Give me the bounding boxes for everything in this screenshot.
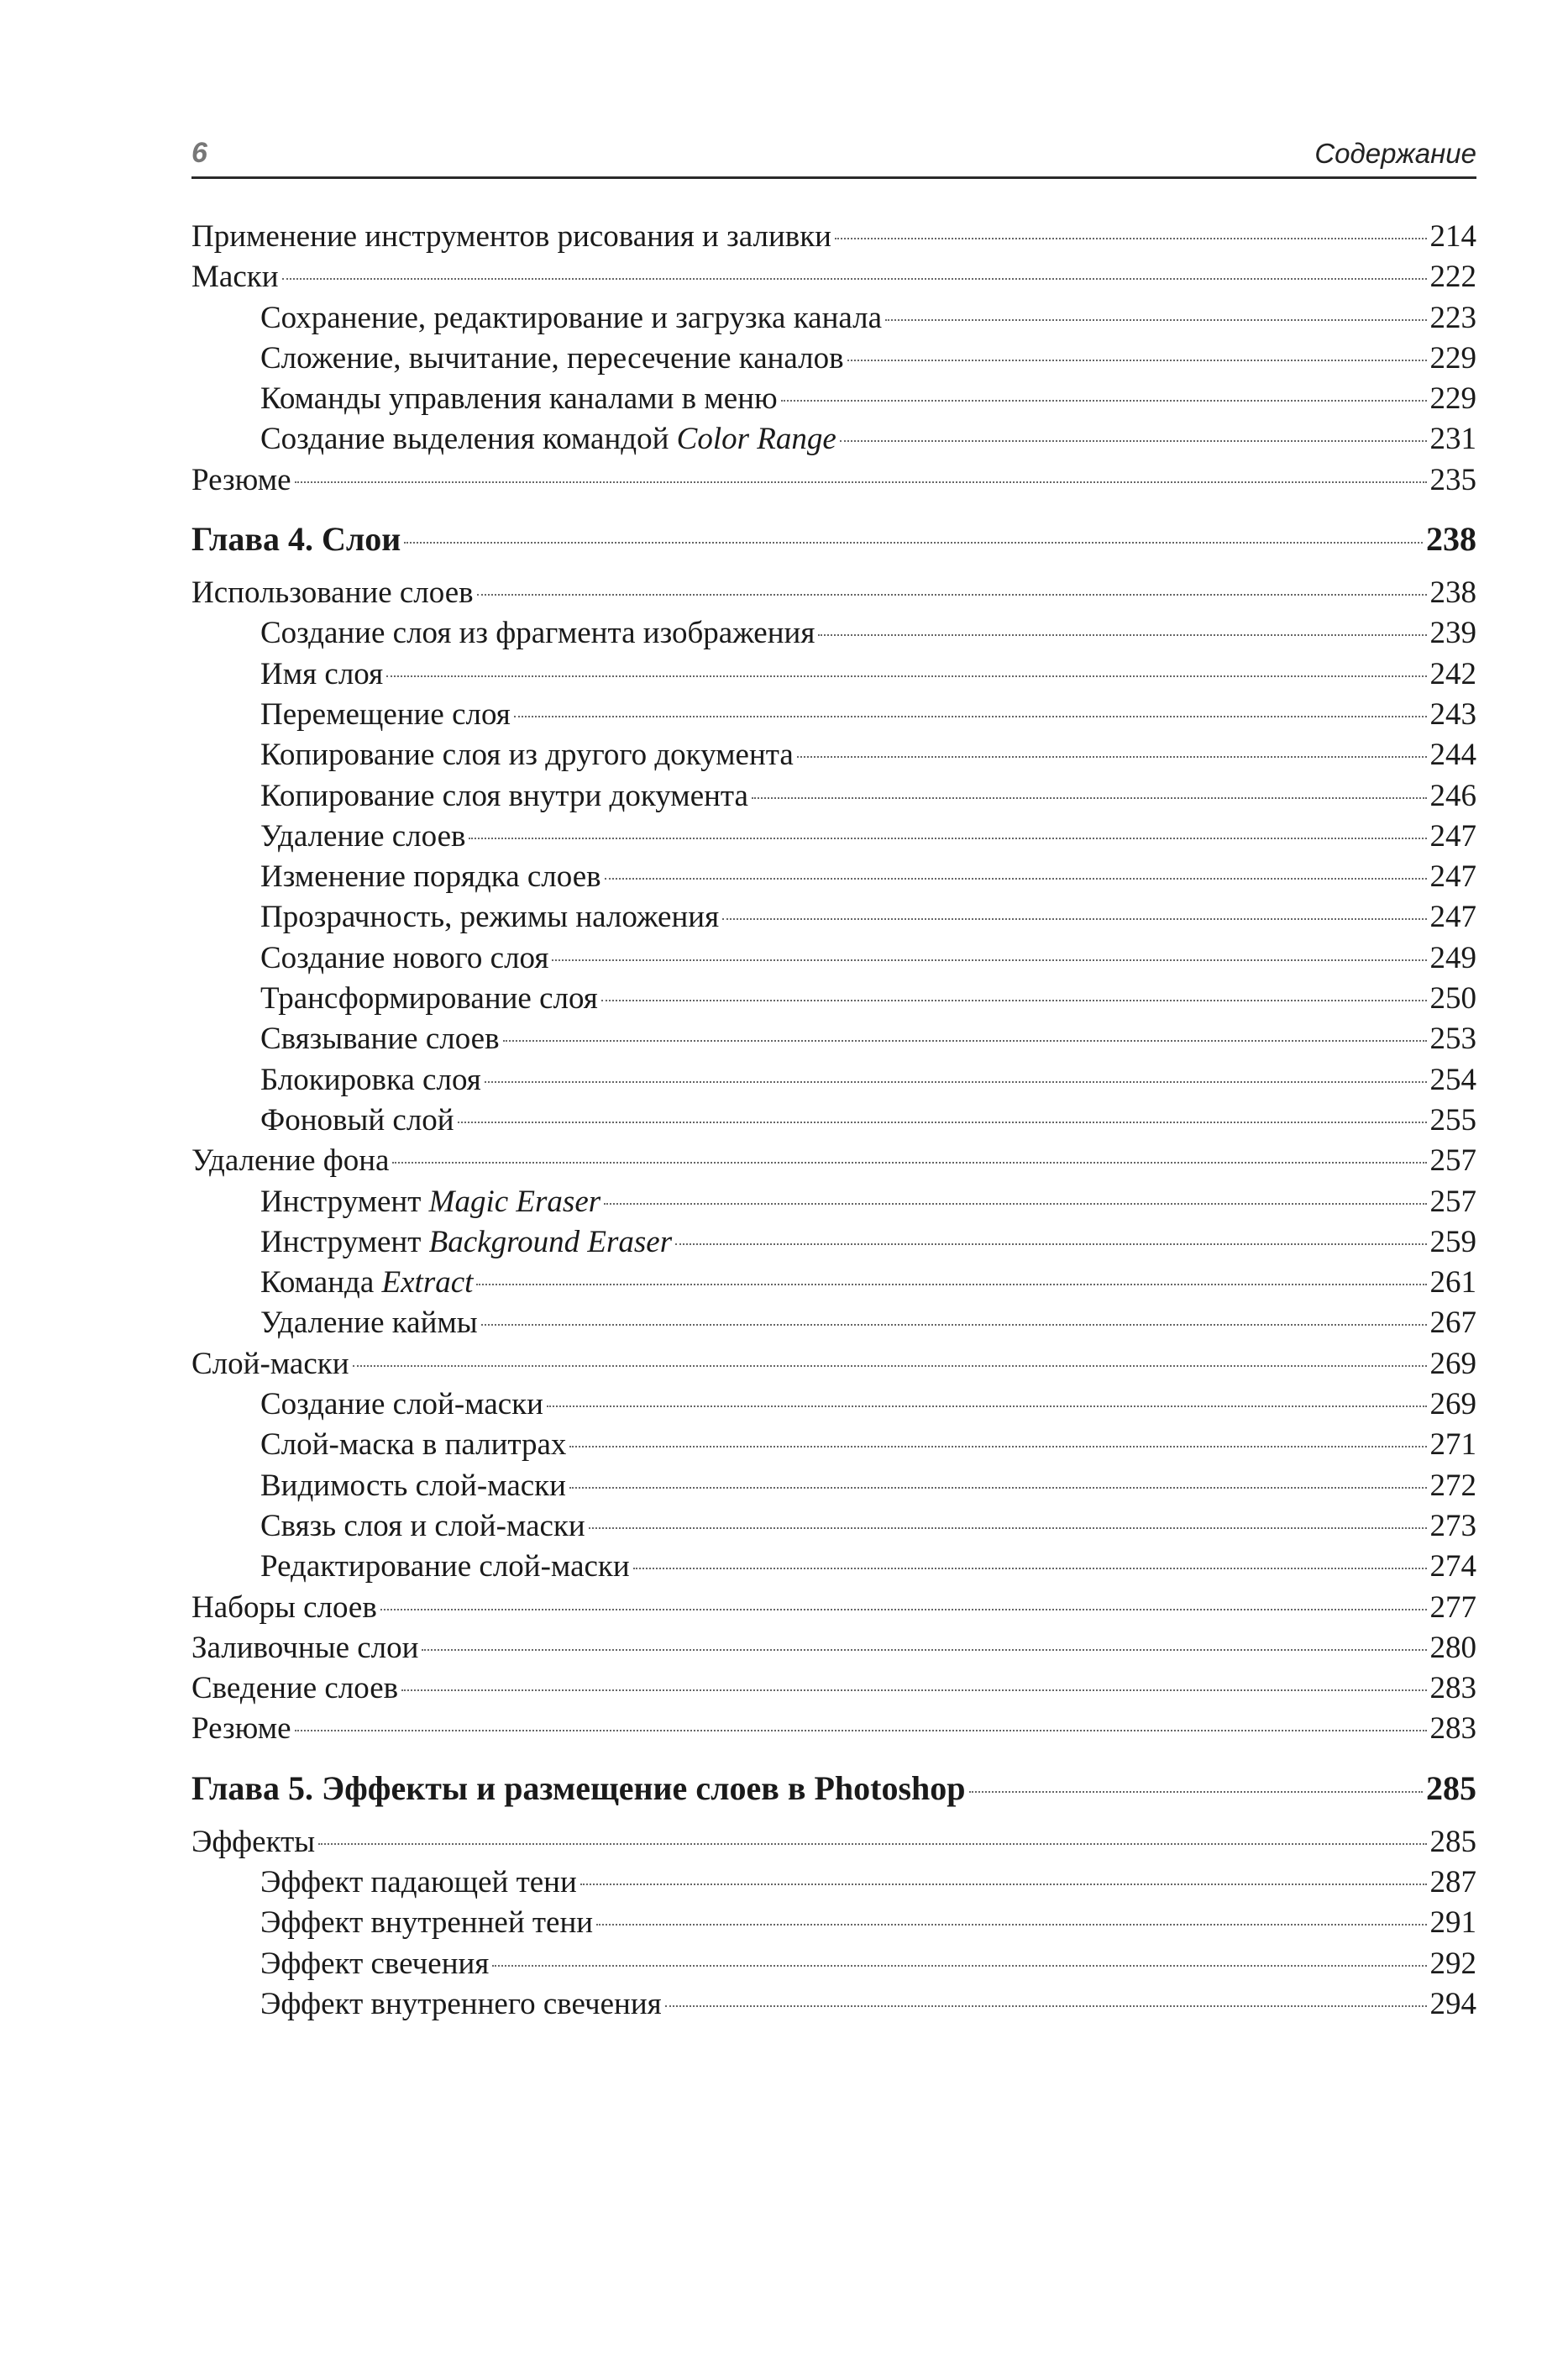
dot-leader	[633, 1568, 1427, 1569]
toc-entry	[191, 1384, 1476, 1425]
page-number: 6	[191, 137, 207, 169]
toc-page-number: 261	[1429, 1265, 1476, 1300]
toc-page-number: 231	[1429, 422, 1476, 457]
toc-entry-title: Эффект внутренней тени	[260, 1905, 594, 1941]
toc-entry-title: Блокировка слоя	[260, 1062, 481, 1097]
dot-leader	[318, 1843, 1426, 1845]
toc-entry	[191, 1141, 1476, 1181]
dot-leader	[797, 756, 1427, 758]
toc-entry-title: Связь слоя и слой-маски	[260, 1508, 585, 1543]
toc-entry	[191, 654, 1476, 695]
dot-leader	[552, 959, 1426, 961]
toc-entry	[191, 613, 1476, 654]
toc-page-number: 247	[1429, 818, 1476, 854]
toc-page-number: 283	[1429, 1671, 1476, 1706]
toc-entry	[191, 1547, 1476, 1587]
toc-page-number: 255	[1429, 1102, 1476, 1137]
page-header	[191, 126, 1476, 179]
dot-leader	[840, 440, 1427, 442]
toc-entry	[191, 217, 1476, 257]
toc-entry	[191, 1182, 1476, 1222]
toc-entry-title: Редактирование слой-маски	[260, 1549, 630, 1584]
toc-entry	[191, 776, 1476, 817]
toc-page-number: 238	[1426, 520, 1476, 559]
dot-leader	[752, 797, 1427, 799]
toc-page-number: 247	[1429, 900, 1476, 935]
toc-entry-title: Удаление слоев	[260, 818, 466, 854]
dot-leader	[569, 1487, 1427, 1489]
dot-leader	[458, 1122, 1427, 1123]
toc-entry	[191, 938, 1476, 979]
toc-page-number: 274	[1429, 1549, 1476, 1584]
toc-entry	[191, 1903, 1476, 1943]
toc-entry-title: Трансформирование слоя	[260, 981, 598, 1017]
toc-page-number: 229	[1429, 340, 1476, 376]
toc-entry	[191, 1303, 1476, 1343]
running-title: Содержание	[1314, 138, 1476, 169]
toc-entry	[191, 1101, 1476, 1141]
toc-entry-title: Эффекты	[191, 1824, 316, 1859]
toc-entry-title: Создание выделения командой Color Range	[260, 422, 836, 457]
toc-entry	[191, 1019, 1476, 1059]
toc-page-number: 273	[1429, 1508, 1476, 1543]
toc-entry-title: Сложение, вычитание, пересечение каналов	[260, 340, 844, 376]
dot-leader	[604, 1203, 1426, 1205]
dot-leader	[380, 1609, 1427, 1610]
toc-page-number: 271	[1429, 1427, 1476, 1463]
table-of-contents	[191, 217, 1476, 2025]
toc-page-number: 214	[1429, 219, 1476, 254]
toc-entry-title: Создание нового слоя	[260, 940, 549, 975]
toc-entry	[191, 1466, 1476, 1506]
dot-leader	[547, 1405, 1427, 1407]
toc-entry	[191, 1588, 1476, 1628]
toc-page-number: 292	[1429, 1946, 1476, 1981]
toc-entry	[191, 1668, 1476, 1709]
toc-entry-title: Эффект свечения	[260, 1946, 490, 1981]
dot-leader	[295, 481, 1427, 483]
toc-page-number: 257	[1429, 1143, 1476, 1179]
toc-page-number: 250	[1429, 981, 1476, 1017]
dot-leader	[601, 1000, 1427, 1001]
toc-page-number: 235	[1429, 462, 1476, 497]
toc-entry	[191, 1425, 1476, 1465]
toc-entry-title: Имя слоя	[260, 656, 384, 691]
dot-leader	[969, 1791, 1423, 1793]
toc-entry	[191, 1822, 1476, 1862]
dot-leader	[722, 918, 1426, 920]
dot-leader	[422, 1649, 1426, 1651]
toc-entry	[191, 1060, 1476, 1101]
toc-entry-title: Инструмент Magic Eraser	[260, 1184, 601, 1219]
toc-page-number: 291	[1429, 1905, 1476, 1941]
toc-entry-title: Создание слой-маски	[260, 1387, 543, 1422]
toc-entry	[191, 735, 1476, 775]
toc-entry-title: Копирование слоя из другого документа	[260, 738, 794, 773]
toc-page-number: 285	[1426, 1768, 1476, 1807]
dot-leader	[503, 1040, 1427, 1042]
dot-leader	[469, 838, 1426, 839]
toc-entry	[191, 1628, 1476, 1668]
toc-entry-title: Удаление фона	[191, 1143, 390, 1179]
toc-page-number: 280	[1429, 1630, 1476, 1665]
toc-page-number: 249	[1429, 940, 1476, 975]
toc-entry-title: Перемещение слоя	[260, 696, 511, 732]
toc-chapter	[191, 1762, 1476, 1815]
toc-page-number: 239	[1429, 616, 1476, 651]
dot-leader	[477, 594, 1427, 596]
dot-leader	[492, 1965, 1426, 1967]
dot-leader	[818, 634, 1426, 636]
toc-entry	[191, 1944, 1476, 1984]
toc-page-number: 247	[1429, 859, 1476, 895]
toc-entry	[191, 298, 1476, 339]
dot-leader	[665, 2005, 1427, 2007]
toc-entry-title: Заливочные слои	[191, 1630, 419, 1665]
toc-entry	[191, 1263, 1476, 1303]
dot-leader	[386, 675, 1426, 677]
toc-entry	[191, 897, 1476, 938]
toc-entry-title: Сохранение, редактирование и загрузка канала	[260, 300, 882, 335]
toc-entry-title: Прозрачность, режимы наложения	[260, 900, 720, 935]
toc-entry	[191, 695, 1476, 735]
toc-page-number: 272	[1429, 1468, 1476, 1503]
toc-entry-title: Слой-маска в палитрах	[260, 1427, 567, 1463]
toc-page-number: 257	[1429, 1184, 1476, 1219]
toc-page-number: 223	[1429, 300, 1476, 335]
toc-entry-title: Фоновый слой	[260, 1102, 454, 1137]
toc-page-number: 277	[1429, 1589, 1476, 1625]
dot-leader	[476, 1284, 1426, 1285]
toc-entry	[191, 857, 1476, 897]
toc-entry	[191, 573, 1476, 613]
dot-leader	[781, 400, 1427, 402]
toc-entry	[191, 1506, 1476, 1547]
toc-entry	[191, 1344, 1476, 1384]
toc-entry-title: Эффект падающей тени	[260, 1864, 577, 1899]
toc-entry-title: Создание слоя из фрагмента изображения	[260, 616, 815, 651]
toc-entry	[191, 379, 1476, 419]
dot-leader	[569, 1446, 1426, 1447]
toc-page-number: 222	[1429, 260, 1476, 295]
toc-entry-title: Удаление каймы	[260, 1306, 478, 1341]
dot-leader	[605, 878, 1427, 880]
toc-entry	[191, 1862, 1476, 1903]
toc-entry-title: Команда Extract	[260, 1265, 474, 1300]
dot-leader	[282, 278, 1427, 280]
toc-entry-title: Инструмент Background Eraser	[260, 1224, 673, 1259]
toc-entry-title: Применение инструментов рисования и заливки	[191, 219, 831, 254]
dot-leader	[295, 1730, 1427, 1731]
toc-entry	[191, 1709, 1476, 1749]
toc-page-number: 287	[1429, 1864, 1476, 1899]
dot-leader	[847, 360, 1427, 361]
toc-page-number: 285	[1429, 1824, 1476, 1859]
toc-page-number: 254	[1429, 1062, 1476, 1097]
toc-entry-title: Использование слоев	[191, 575, 474, 611]
toc-entry-title: Сведение слоев	[191, 1671, 399, 1706]
toc-entry	[191, 257, 1476, 297]
dot-leader	[481, 1324, 1427, 1326]
toc-entry-title: Глава 5. Эффекты и размещение слоев в Photoshop	[191, 1768, 966, 1807]
toc-entry-title: Резюме	[191, 462, 291, 497]
dot-leader	[589, 1527, 1427, 1529]
dot-leader	[404, 542, 1423, 544]
toc-entry-title: Команды управления каналами в меню	[260, 381, 778, 417]
toc-page-number: 246	[1429, 778, 1476, 813]
toc-entry-title: Копирование слоя внутри документа	[260, 778, 748, 813]
toc-page-number: 267	[1429, 1306, 1476, 1341]
toc-entry-title: Маски	[191, 260, 279, 295]
toc-entry-title: Изменение порядка слоев	[260, 859, 601, 895]
toc-entry-title: Связывание слоев	[260, 1022, 500, 1057]
toc-page-number: 269	[1429, 1346, 1476, 1381]
toc-chapter	[191, 512, 1476, 566]
toc-page-number: 242	[1429, 656, 1476, 691]
dot-leader	[596, 1924, 1426, 1926]
toc-page-number: 244	[1429, 738, 1476, 773]
dot-leader	[675, 1243, 1426, 1245]
toc-page-number: 283	[1429, 1711, 1476, 1747]
toc-entry-title: Наборы слоев	[191, 1589, 377, 1625]
dot-leader	[514, 716, 1427, 717]
toc-page-number: 294	[1429, 1986, 1476, 2021]
toc-entry	[191, 1222, 1476, 1263]
toc-page-number: 253	[1429, 1022, 1476, 1057]
toc-entry	[191, 979, 1476, 1019]
dot-leader	[835, 238, 1427, 239]
toc-entry-title: Видимость слой-маски	[260, 1468, 566, 1503]
toc-entry-title: Слой-маски	[191, 1346, 349, 1381]
toc-page-number: 238	[1429, 575, 1476, 611]
dot-leader	[392, 1162, 1426, 1164]
dot-leader	[353, 1365, 1427, 1367]
dot-leader	[885, 319, 1427, 321]
toc-page-number: 259	[1429, 1224, 1476, 1259]
toc-entry	[191, 460, 1476, 501]
toc-entry	[191, 339, 1476, 379]
toc-page-number: 243	[1429, 696, 1476, 732]
dot-leader	[485, 1081, 1427, 1083]
dot-leader	[580, 1884, 1427, 1885]
toc-page-number: 229	[1429, 381, 1476, 417]
toc-page-number: 269	[1429, 1387, 1476, 1422]
toc-entry	[191, 817, 1476, 857]
toc-entry-title: Эффект внутреннего свечения	[260, 1986, 662, 2021]
toc-entry	[191, 1984, 1476, 2025]
dot-leader	[401, 1689, 1426, 1691]
toc-entry-title: Глава 4. Слои	[191, 520, 401, 559]
toc-entry-title: Резюме	[191, 1711, 291, 1747]
toc-entry	[191, 419, 1476, 460]
